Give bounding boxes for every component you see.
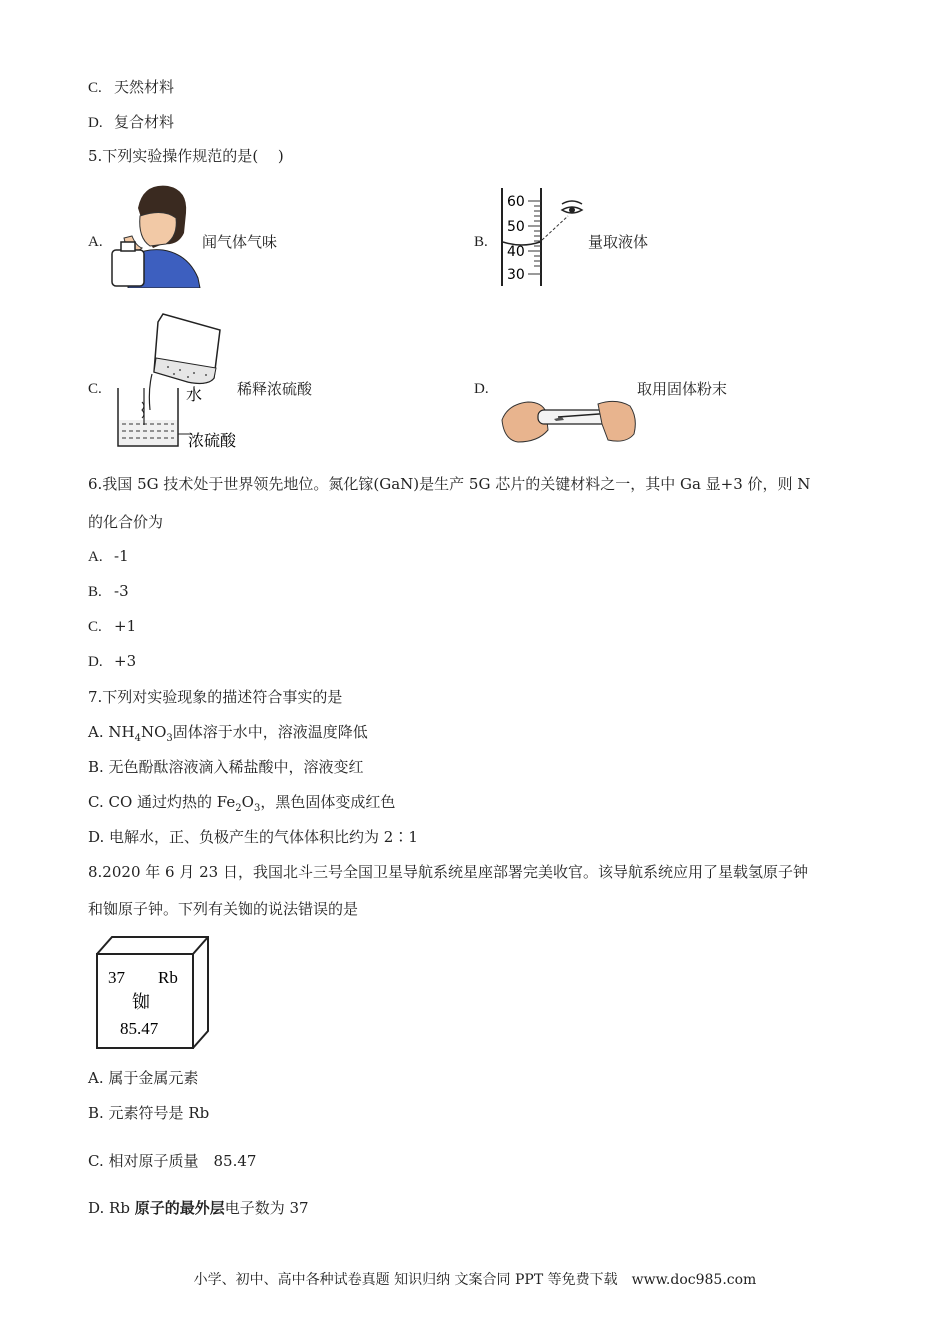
q8-stem-line2: 和铷原子钟。下列有关铷的说法错误的是 [88, 900, 359, 918]
graduated-cylinder-figure [498, 186, 588, 288]
q7-option-a [88, 722, 368, 749]
q8-stem-line1: 8.2020 年 6 月 23 日，我国北斗三号全国卫星导航系统星座部署完美收官。该导航系统应用了星载氢原子钟 [88, 863, 808, 881]
q5-option-c-label: C. [88, 381, 102, 397]
q4-option-d [88, 112, 174, 133]
option-text: -1 [114, 547, 129, 565]
q8-option-a: A. 属于金属元素 [88, 1069, 199, 1087]
subscript: 3 [253, 803, 261, 814]
element-name: 铷 [132, 992, 150, 1013]
page-footer: 小学、初中、高中各种试卷真题 知识归纳 文案合同 PPT 等免费下载 www.doc985.com [193, 1272, 757, 1288]
option-text: 天然材料 [114, 78, 175, 96]
q8-option-d [88, 1198, 309, 1218]
text-segment: NO [140, 723, 167, 741]
subscript: 4 [134, 733, 141, 744]
option-label: A. [88, 549, 103, 565]
periodic-cell-3d [94, 934, 212, 1052]
q7-option-c [88, 792, 395, 819]
q6-option-d [88, 651, 136, 672]
option-text: -3 [114, 582, 129, 600]
tick-label: 40 [507, 244, 525, 260]
text-segment: 固体溶于水中，溶液温度降低 [172, 723, 368, 741]
tick-label: 60 [507, 194, 525, 210]
q5-option-a-caption: 闻气体气味 [202, 233, 278, 251]
q5-option-b-caption: 量取液体 [588, 233, 649, 251]
q5-option-a-label: A. [88, 234, 103, 250]
option-label: C. [88, 80, 102, 96]
tick-label: 50 [507, 219, 525, 235]
atomic-number: 37 [108, 968, 125, 987]
option-text: +3 [114, 652, 137, 670]
q7-option-d: D. 电解水，正、负极产生的气体体积比约为 2∶1 [88, 828, 418, 846]
option-text: +1 [114, 617, 137, 635]
bold-text: 原子的最外层 [134, 1199, 225, 1217]
q7-option-b: B. 无色酚酞溶液滴入稀盐酸中，溶液变红 [88, 758, 364, 776]
text-segment: O [241, 793, 254, 811]
option-text: 复合材料 [114, 113, 175, 131]
smell-gas-figure [108, 178, 203, 288]
text-segment: ，黑色固体变成红色 [260, 793, 396, 811]
q5-stem: 5.下列实验操作规范的是( ) [88, 147, 284, 165]
solid-powder-figure [498, 390, 638, 450]
option-label: B. [88, 584, 102, 600]
water-label: 水 [186, 385, 203, 404]
acid-label: 浓硫酸 [188, 431, 237, 450]
q7-stem: 7.下列对实验现象的描述符合事实的是 [88, 688, 343, 706]
q5-option-d-caption: 取用固体粉末 [637, 380, 728, 398]
subscript: 2 [235, 803, 242, 814]
element-symbol: Rb [158, 968, 178, 987]
q6-option-b [88, 581, 129, 602]
tick-label: 30 [507, 267, 525, 283]
q6-stem-line2: 的化合价为 [88, 513, 164, 531]
q8-option-c: C. 相对原子质量 85.47 [88, 1152, 257, 1170]
option-label: D. [88, 115, 103, 131]
option-label: C. [88, 619, 102, 635]
text-segment: C. CO 通过灼热的 Fe [88, 793, 236, 811]
subscript: 3 [166, 733, 173, 744]
q6-option-c [88, 616, 136, 637]
dilute-acid-figure [108, 310, 248, 452]
q6-option-a [88, 546, 129, 567]
q5-option-c-caption: 稀释浓硫酸 [237, 380, 313, 398]
atomic-mass: 85.47 [120, 1019, 159, 1038]
q5-option-b-label: B. [474, 234, 488, 250]
q4-option-c [88, 77, 174, 98]
q8-option-b: B. 元素符号是 Rb [88, 1104, 210, 1122]
q6-stem-line1: 6.我国 5G 技术处于世界领先地位。氮化镓(GaN)是生产 5G 芯片的关键材料之一，其中 Ga 显+3 价，则 N [88, 475, 811, 493]
text-segment: A. NH [88, 723, 135, 741]
q5-option-d-label: D. [474, 381, 489, 397]
text-segment: D. Rb [88, 1199, 135, 1217]
text-segment: 电子数为 37 [224, 1199, 309, 1217]
option-label: D. [88, 654, 103, 670]
